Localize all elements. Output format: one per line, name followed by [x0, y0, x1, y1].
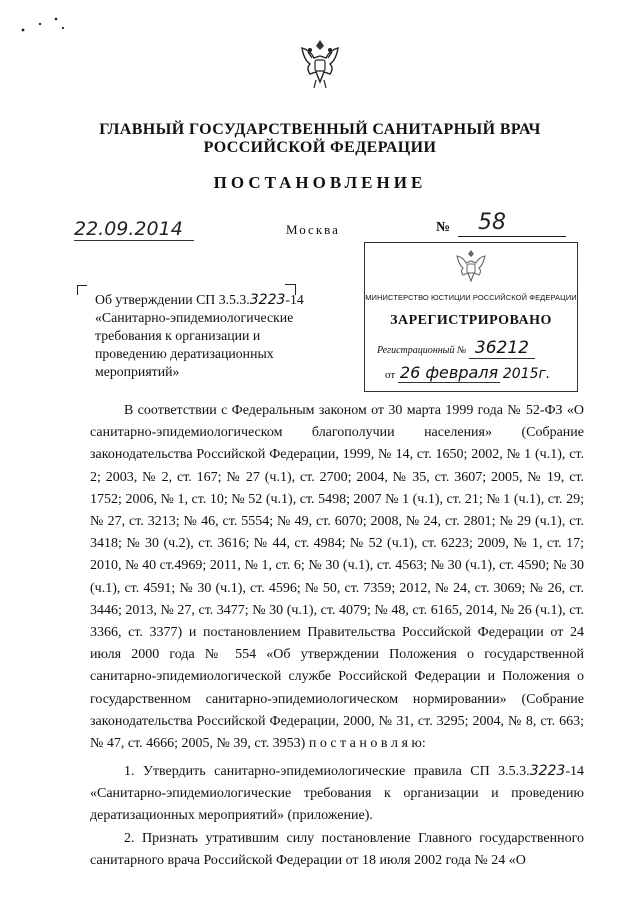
subject-rest: «Санитарно-эпидемиологические требования к организации и проведению дератизационных мероприятий» [95, 310, 294, 379]
subject-handwritten-number: 3223 [249, 292, 286, 308]
resolve-word: п о с т а н о в л я ю: [308, 736, 426, 752]
item-2-text: 2. Признать утратившим силу постановление Главного государственного санитарного врача Российской Федерации от 18 июля 2002 года № 24 «О [90, 830, 584, 868]
preamble [90, 400, 584, 755]
number-underline [458, 236, 566, 237]
registration-stamp [364, 242, 578, 392]
stamp-date-row [385, 363, 550, 382]
stamp-year: 2015г. [502, 366, 551, 382]
number-label: № [436, 220, 451, 235]
stamp-reg-number: 36212 [469, 338, 535, 359]
stamp-ministry: МИНИСТЕРСТВО ЮСТИЦИИ РОССИЙСКОЙ ФЕДЕРАЦИИ [365, 293, 577, 302]
stamp-reg-row [377, 338, 535, 358]
date-handwritten: 22.09.2014 [74, 218, 194, 241]
stamp-date-prefix: от [385, 369, 396, 381]
stamp-registered: ЗАРЕГИСТРИРОВАНО [390, 313, 552, 328]
issuer-line-1: ГЛАВНЫЙ ГОСУДАРСТВЕННЫЙ САНИТАРНЫЙ ВРАЧ [99, 121, 541, 138]
item-1-suffix: -14 «Санитарно-эпидемиологические требования к организации и проведению дератизационных мероприятий» (приложение). [90, 764, 584, 824]
coat-of-arms-emblem [296, 38, 344, 90]
number-handwritten: 58 [478, 210, 506, 235]
subject-suffix: -14 [285, 292, 304, 307]
resolution-items [90, 760, 584, 872]
scan-marks [18, 14, 68, 38]
document-title: ПОСТАНОВЛЕНИЕ [213, 173, 427, 192]
stamp-reg-label: Регистрационный № [377, 345, 467, 356]
subject-bracket-left [77, 285, 87, 295]
subject-prefix: Об утверждении СП 3.5.3. [95, 292, 250, 307]
preamble-text: В соответствии с Федеральным законом от 30 марта 1999 года № 52-ФЗ «О санитарно-эпидемиологическом благополучии населения» (Собрание законодательства Российской Федерации, 1999, № 14, ст. 1650; 2002, № 1 (ч.1), ст. 2; 2003, № 2, ст. 167; № 27 (ч.1), ст. 2700; 2004, № 35, ст. 3607; 2005, № 19, ст. 1752; 2006, № 1, ст. 10; № 52 (ч.1), ст. 5498; 2007 № 1 (ч.1), ст. 21; № 1 (ч.1), ст. 29; № 27, ст. 3213; № 46, ст. 5554; № 49, ст. 6070; 2008, № 24, ст. 2801; № 29 (ч.1), ст. 3418; № 30 (ч.2), ст. 3616; № 44, ст. 4984; № 52 (ч.1), ст. 6223; 2009, № 1, ст. 17; 2010, № 40 ст.4969; 2011, № 1, ст. 6; № 30 (ч.1), ст. 4563; № 30 (ч.1), ст. 4590; № 30 (ч.1), ст. 4591; № 30 (ч.1), ст. 4596; № 50, ст. 7359; 2012, № 24, ст. 3069; № 26, ст. 3446; 2013, № 27, ст. 3477; № 30 (ч.1), ст. 4079; № 48, ст. 6165, 2014, № 26 (ч.1), ст. 3366, ст. 3377) и постановлением Правительства Российской Федерации от 24 июля 2000 года № 554 «Об утверждении Положения о государственной санитарно-эпидемиологической службе Российской Федерации и Положения о государственном санитарно-эпидемиологическом нормировании» (Собрание законодательства Российской Федерации, 2000, № 31, ст. 3295; 2004, № 8, ст. 663; № 47, ст. 4666; 2005, № 39, ст. 3953) [90, 403, 584, 752]
city: Москва [286, 222, 340, 237]
item-1-handwritten-number: 3223 [529, 763, 566, 779]
stamp-date-handwritten: 26 февраля [399, 363, 499, 382]
stamp-emblem-icon [453, 247, 489, 287]
issuer-line-2: РОССИЙСКОЙ ФЕДЕРАЦИИ [203, 139, 437, 156]
subject-block [95, 291, 335, 381]
item-1-prefix: 1. Утвердить санитарно-эпидемиологические правила СП 3.5.3. [124, 764, 530, 779]
